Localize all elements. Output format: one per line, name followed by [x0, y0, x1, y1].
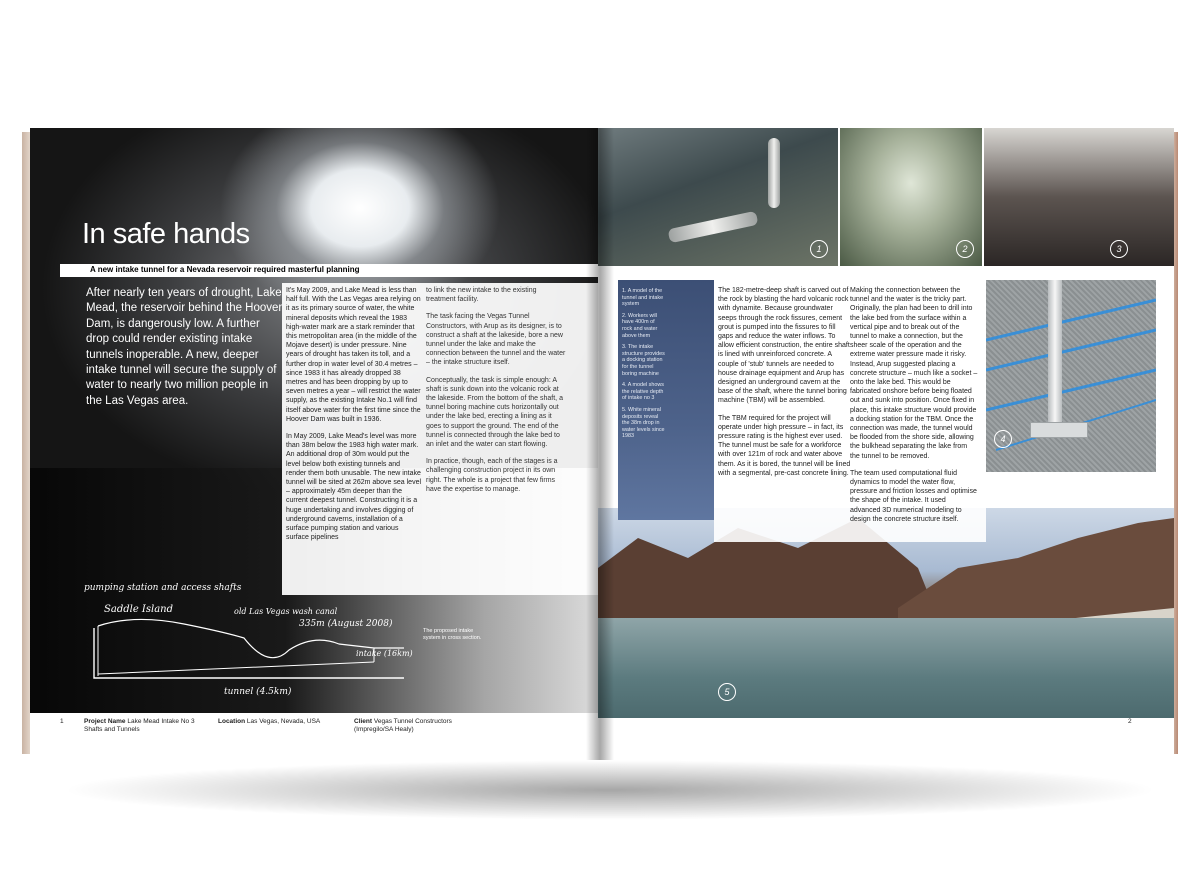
body-paragraph: to link the new intake to the existing treatment facility. — [426, 287, 537, 304]
sketch-label-wash: old Las Vegas wash canal — [234, 607, 338, 616]
body-paragraph: In May 2009, Lake Mead's level was more than 38m below the 1983 high water mark. An additional drop of 30m would put the level below both existing tunnels and render them both unusable. The new intake tunnel will be sited at 262m above sea level – approximately 45m deeper than the current deepest tunnel. Constructing it is a huge undertaking and involves digging of underground caverns, installation of a surface pumping station and various surface pipelines — [286, 433, 422, 542]
intake-structure-photo — [984, 128, 1174, 266]
page-number-right: 2 — [1128, 718, 1132, 725]
book-shadow — [60, 760, 1160, 820]
shaft-model — [768, 138, 780, 208]
photo-badge-1: 1 — [810, 240, 828, 258]
body-paragraph: It's May 2009, and Lake Mead is less than half full. With the Las Vegas area relying on it as its primary source of water, the white mineral deposits which reveal the 1983 high-water mark are a stark reminder that this metropolitan area (in the middle of the Mojave desert) is under pressure. Nine years of drought has taken its toll, and a further drop in water level of 30.4 metres – since 1983 it has already dropped 38 metres and has been dropping by up to seven metres a year – will restrict the water supply, as the existing Intake No.1 will find itself above water for the first time since the Hoover Dam was built in 1936. — [286, 287, 421, 423]
sketch-label-saddle: Saddle Island — [104, 604, 173, 615]
sketch-label-intake: intake (16km) — [356, 649, 413, 658]
workers-photo — [840, 128, 982, 266]
intro-paragraph: After nearly ten years of drought, Lake Mead, the reservoir behind the Hoover Dam, is dangerously low. A further drop could render existing intake tunnels inoperable. A new, deeper intake tunnel will secure the supply of water to nearly two million people in the Las Vegas area. — [86, 287, 283, 407]
body-paragraph: The task facing the Vegas Tunnel Constructors, with Arup as its designer, is to construct a shaft at the lakeside, bore a new tunnel under the lake and make the connection between the tunnel and the water – the intake structure itself. — [426, 313, 566, 367]
body-paragraph: The TBM required for the project will operate under high pressure – in fact, its pressure rating is the highest ever used. The tunnel must be safe for a workforce with over 121m of rock and water above them. As it is bored, the tunnel will be lined with a segmental, pre-cast concrete lining. — [718, 414, 851, 477]
cross-section-sketch — [74, 578, 414, 698]
footer-client — [354, 718, 464, 734]
photo-caption: 4. A model shows the relative depth of intake no 3 — [622, 382, 664, 402]
lake-water — [598, 618, 1174, 718]
sketch-label-tunnel: tunnel (4.5km) — [224, 687, 292, 697]
intake-base — [1030, 422, 1088, 438]
footer-location — [218, 718, 348, 726]
footer-location-label: Location — [218, 718, 246, 725]
body-paragraph: The team used computational fluid dynamics to model the water flow, pressure and friction losses and optimise the shape of the intake. It used advanced 3D numerical modeling to design the concrete structure itself. — [850, 469, 977, 523]
sketch-label-pumping: pumping station and access shafts — [84, 583, 242, 593]
photo-badge-2: 2 — [956, 240, 974, 258]
water-level-lines — [986, 280, 1156, 472]
footer-project-label: Project Name — [84, 718, 126, 725]
open-brochure — [30, 128, 1174, 760]
photo-caption: 1. A model of the tunnel and intake system — [622, 288, 664, 308]
photo-captions — [622, 288, 666, 445]
sketch-label-level: 335m (August 2008) — [299, 619, 393, 629]
body-paragraph: The 182-metre-deep shaft is carved out of the rock by blasting the hard volcanic rock with dynamite. Because groundwater seeps through the rock fissures, cement grout is pumped into the fissures to fill gaps and reduce the water inflows. To allow efficient construction, the entire shaft is lined with unreinforced concrete. A couple of 'stub' tunnels are needed to house drainage equipment and Arup has designed an underground cavern at the base of the shaft, where the tunnel boring machine (TBM) will be assembled. — [718, 287, 850, 405]
intake-depth-render — [986, 280, 1156, 472]
photo-badge-5: 5 — [718, 683, 736, 701]
photo-caption: 3. The intake structure provides a docking station for the tunnel boring machine — [622, 344, 665, 377]
body-column-2 — [426, 286, 566, 502]
right-body-column-1 — [718, 286, 852, 486]
right-body-column-2 — [850, 286, 978, 532]
photo-badge-4: 4 — [994, 430, 1012, 448]
tunnel-model-photo — [598, 128, 838, 266]
book-spine — [586, 128, 614, 760]
footer-client-label: Client — [354, 718, 373, 725]
footer-client-value: Vegas Tunnel Constructors (Impregilo/SA Healy) — [354, 718, 452, 733]
intake-pipe — [1048, 280, 1062, 430]
body-column-1 — [286, 286, 422, 550]
body-paragraph: Conceptually, the task is simple enough: A shaft is sunk down into the volcanic rock at the lakeside. From the bottom of the shaft, a tunnel boring machine cuts horizontally out under the lake bed, erecting a lining as it goes to support the ground. The end of the tunnel is connected through the lake bed to an inlet and the water can start flowing. — [426, 376, 563, 449]
body-paragraph: In practice, though, each of the stages is a challenging construction project in its own right. The whole is a project that few firms have the expertise to manage. — [426, 458, 558, 493]
right-page — [598, 128, 1174, 760]
photo-badge-3: 3 — [1110, 240, 1128, 258]
footer-location-value: Las Vegas, Nevada, USA — [246, 718, 321, 725]
footer-project-value: Lake Mead Intake No 3 Shafts and Tunnels — [84, 718, 195, 733]
photo-caption: 5. White mineral deposits reveal the 38m drop in water levels since 1983 — [622, 406, 665, 440]
body-paragraph: Making the connection between the tunnel and the water is the tricky part. Originally, the plan had been to drill into the lake bed from the surface within a vertical pipe and to break out of the tunnel to make a connection, but the sheer scale of the operation and the extreme water pressure made it risky. Instead, Arup suggested placing a concrete structure – much like a socket – onto the lake bed. This would be fabricated onshore before being floated out and sunk into position. Once fixed in place, this intake structure would provide a docking station for the TBM. Once the connection was made, the tunnel would be flooded from the shore side, allowing the bulkhead separating the lake from the tunnel to be removed. — [850, 287, 978, 460]
page-subtitle: A new intake tunnel for a Nevada reservoir required masterful planning — [90, 265, 360, 274]
pipe-model — [668, 211, 759, 243]
photo-caption: 2. Workers will have 400m of rock and water above them — [622, 312, 658, 339]
sketch-caption: The proposed intake system in cross section. — [423, 628, 482, 641]
page-number-left: 1 — [60, 718, 64, 725]
page-title: In safe hands — [82, 218, 250, 250]
footer-project — [84, 718, 214, 734]
left-page — [30, 128, 598, 760]
